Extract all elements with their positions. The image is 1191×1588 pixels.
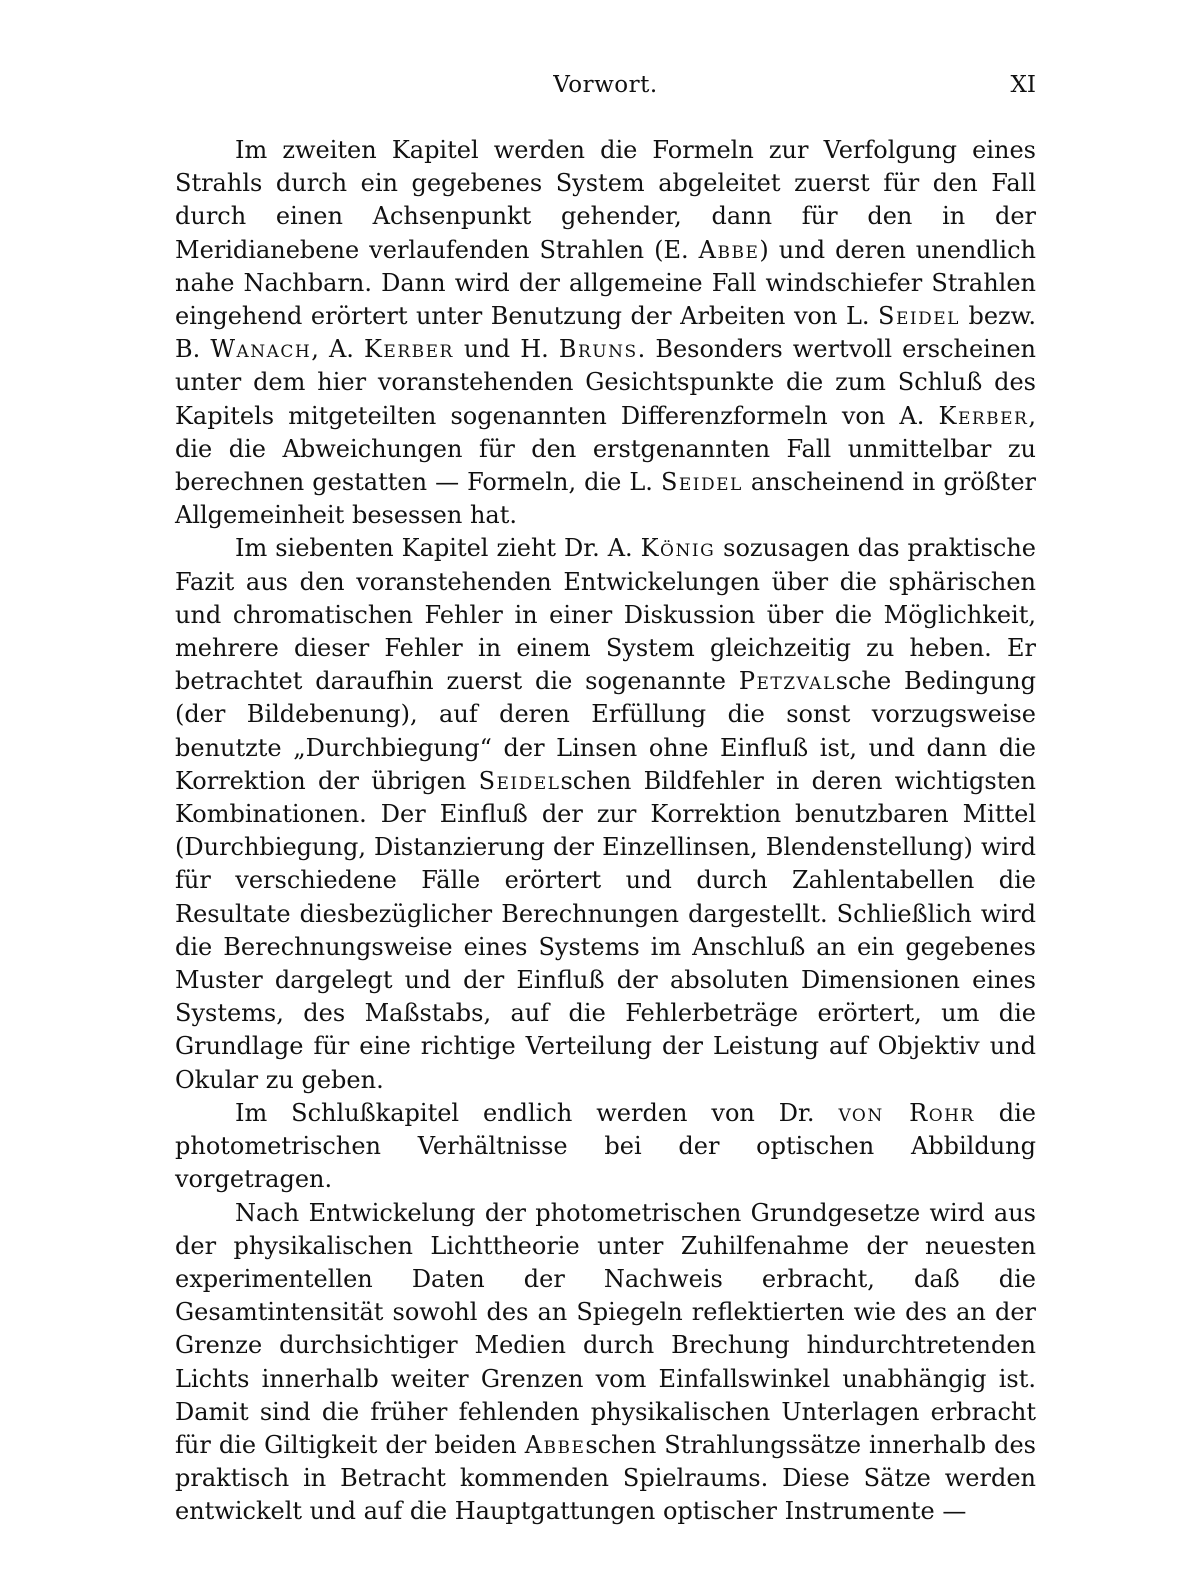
text-run: und H. [453, 335, 559, 364]
text-run: die photometrischen Verhältnisse bei der optischen Abbildung vorgetragen. [175, 1098, 1036, 1194]
paragraph-kapitel-7 [175, 532, 1036, 1096]
author-name: von Rohr [838, 1098, 975, 1127]
text-run: Im Schlußkapitel endlich werden von Dr. [235, 1098, 839, 1127]
text-run: anscheinend in größter Allgemeinheit besessen hat. [175, 468, 1037, 530]
running-title: Vorwort. [553, 72, 658, 98]
author-name: König [640, 534, 716, 563]
author-name: Bruns [558, 335, 638, 364]
text-run: bezw. B. [175, 302, 1037, 364]
text-run: Im siebenten Kapitel zieht Dr. A. [235, 534, 641, 563]
text-run: sche Bedingung (der Bildebenung), auf deren Erfüllung die sonst vorzugsweise benutzte „Durchbiegung“ der Linsen ohne Einfluß ist, und dann die Korrektion der übrigen [175, 667, 1036, 795]
text-run: , A. [311, 335, 364, 364]
text-run: schen Bildfehler in deren wichtigsten Kombinationen. Der Einfluß der zur Korrektion benutzbaren Mittel (Durchbiegung, Distanzierung der Einzellinsen, Blendenstellung) wird für verschiedene Fälle erörtert und durch Zahlentabellen die Resultate diesbezüglicher Berechnungen dargestellt. Schließlich wird die Berechnungsweise eines Systems im Anschluß an ein gegebenes Muster dargelegt und der Einfluß der absoluten Dimensionen eines Systems, des Maßstabs, auf die Fehlerbeträge erörtert, um die Grundlage für eine richtige Verteilung der Leistung auf Objektiv und Okular zu geben. [175, 766, 1037, 1094]
text-run: Nach Entwickelung der photometrischen Grundgesetze wird aus der physikalischen Lichttheorie unter Zuhilfenahme der neuesten experimentellen Daten der Nachweis erbracht, daß die Gesamtintensität sowohl des an Spiegeln reflektierten wie des an der Grenze durchsichtiger Medien durch Brechung hindurchtretenden Lichts innerhalb weiter Grenzen vom Einfallswinkel unabhängig ist. Damit sind die früher fehlenden physikalischen Unterlagen erbracht für die Giltigkeit der beiden [175, 1198, 1036, 1459]
author-name: Seidel [660, 468, 743, 497]
author-name: Seidel [478, 766, 561, 795]
running-head [175, 72, 1036, 108]
body-text [175, 134, 1036, 1529]
paragraph-kapitel-2 [175, 134, 1036, 532]
text-run: sozusagen das praktische Fazit aus den voranstehenden Entwickelungen über die sphärischen und chromatischen Fehler in einer Diskussion über die Möglichkeit, mehrere dieser Fehler in einem System gleichzeitig zu heben. Er betrachtet daraufhin zuerst die sogenannte [175, 534, 1036, 696]
author-name: Abbe [524, 1430, 586, 1459]
text-run: Im zweiten Kapitel werden die Formeln zur Verfolgung eines Strahls durch ein gegebenes System abgeleitet zuerst für den Fall durch einen Achsenpunkt gehender, dann für den in der Meridianebene verlaufenden Strahlen (E. [175, 136, 1036, 264]
author-name: Abbe [698, 235, 760, 264]
paragraph-schlusskapitel [175, 1097, 1036, 1197]
page-number: XI [1010, 72, 1036, 98]
text-run: schen Strahlungssätze innerhalb des praktisch in Betracht kommenden Spielraums. Diese Sätze werden entwickelt und auf die Hauptgattungen optischer Instrumente — [175, 1430, 1036, 1526]
author-name: Petzval [738, 667, 836, 696]
text-run: ) und deren unendlich nahe Nachbarn. Dann wird der allgemeine Fall windschiefer Strahlen eingehend erörtert unter Benutzung der Arbeiten von L. [175, 235, 1036, 331]
paragraph-photometrie [175, 1197, 1036, 1529]
author-name: Kerber [938, 401, 1029, 430]
text-run: , die die Abweichungen für den erstgenannten Fall unmittelbar zu berechnen gestatten — Formeln, die L. [175, 401, 1036, 497]
author-name: Seidel [878, 302, 960, 331]
text-run: . Besonders wertvoll erscheinen unter dem hier voranstehenden Gesichtspunkte die zum Schluß des Kapitels mitgeteilten sogenannten Differenzformeln von A. [175, 335, 1036, 430]
author-name: Wanach [210, 335, 312, 364]
author-name: Kerber [363, 335, 454, 364]
